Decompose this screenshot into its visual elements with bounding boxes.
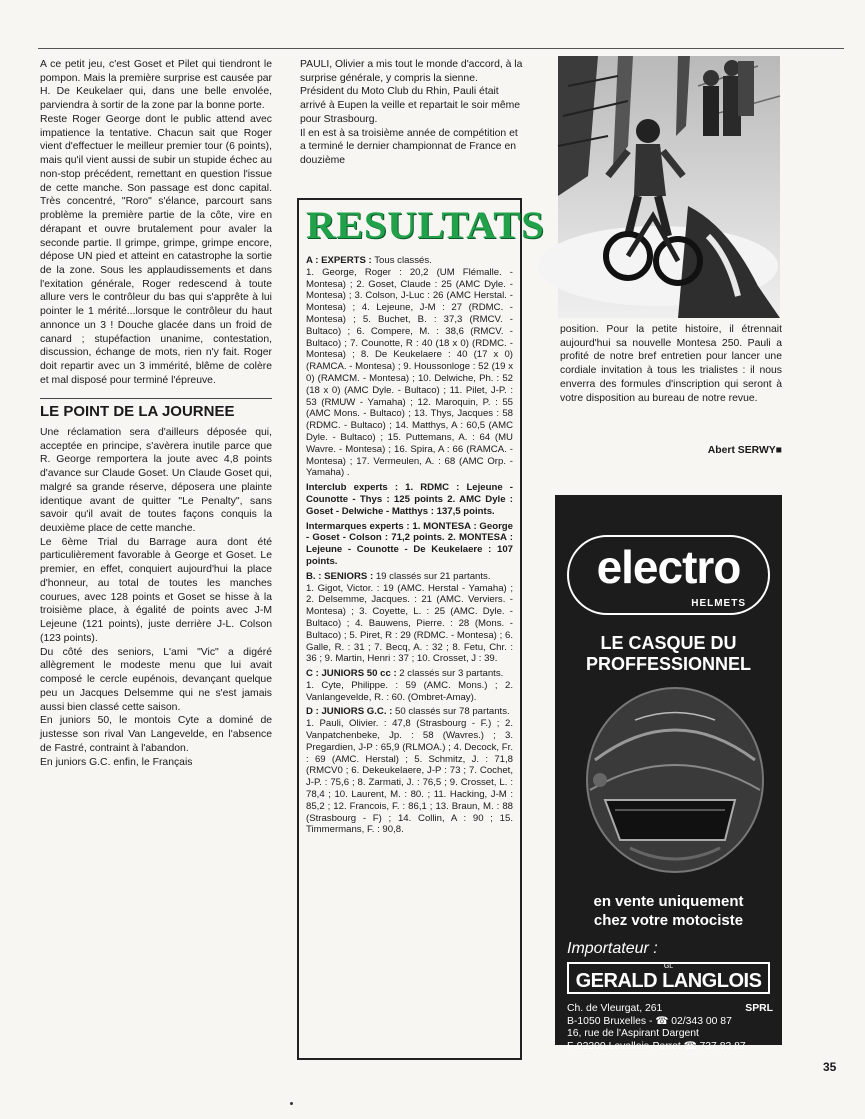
results-juniors-gc	[306, 706, 513, 836]
address-line: B-1050 Bruxelles - ☎ 02/343 00 87	[567, 1015, 732, 1027]
category-heading: A : EXPERTS :	[306, 255, 372, 266]
paragraph: position. Pour la petite histoire, il étrennait aujourd'hui sa nouvelle Montesa 250. Pauli a profité de notre bref entretien pour lancer une cordiale invitation à tous les trialistes : il nous enverra des formules d'inscription qui seront à votre disposition au bureau de notre revue.	[560, 324, 782, 404]
tagline-line: PROFFESSIONNEL	[585, 653, 751, 674]
address-line: F-92300 Levallois-Perret ☎ 737 83 87	[567, 1041, 746, 1053]
sales-line: en vente uniquement	[593, 893, 744, 910]
results-text: 1. Cyte, Philippe. : 59 (AMC. Mons.) ; 2. Vanlangevelde, R. : 60. (Ombret-Amay).	[306, 679, 513, 703]
electro-logo	[567, 535, 770, 615]
trial-rider-photo	[558, 56, 780, 318]
paragraph: Une réclamation sera d'ailleurs déposée qui, acceptée en principe, s'avèrera inutile parce que R. George remportera la joute avec 4,8 points d'avance sur Claude Goset. Un Claude Goset qui, malgré sa grande réserve, déposera une plainte identique avant de quitter "Le Penalty", sans savoir qu'il avait de toutes façons conquis la deuxième place de cette manche.	[40, 426, 272, 535]
results-juniors-50	[306, 668, 513, 703]
ad-tagline	[555, 633, 782, 674]
results-intermarques	[306, 521, 513, 568]
results-interclub	[306, 482, 513, 517]
importer-label: Importateur :	[567, 940, 658, 957]
address-row	[567, 1003, 773, 1016]
results-text: Interclub experts : 1. RDMC : Lejeune - Counotte - Thys : 125 points 2. AMC Dyle : Goset - Delwiche - Matthys : 137,5 points.	[306, 482, 513, 517]
paragraph: A ce petit jeu, c'est Goset et Pilet qui tiendront le pompon. Mais la première surprise est causée par H. De Keukelaer qui, dans une belle envolée, parviendra à sortir de la zone par la bonne porte.	[40, 59, 272, 112]
paragraph: Il en est à sa troisième année de compétition et a terminé le dernier championnat de France en douzième	[300, 127, 518, 167]
paragraph: PAULI, Olivier a mis tout le monde d'accord, à la surprise générale, y compris la sienne. Président du Moto Club du Rhin, Pauli était arrivé à Eupen la veille et repartait le soir même pour Strasbourg.	[300, 59, 523, 125]
paragraph: Reste Roger George dont le public attend avec impatience la tentative. Chacun sait que Roger vient d'effectuer le meilleur premier tour (6 points), mais qu'il vient aussi de subir un stupide échec au non-stop précédent, remettant en question l'issue de cette manche. Son passage est donc capital. Très concentré, "Roro" s'élance, parcourt sans problème la première partie de la côte, vire en dérapant et ouvre brutalement pour avaler la seconde partie. Il grimpe, grimpe, grimpe encore, dépose UN pied et atteint en catastrophe la sortie de la zone. Sous les applaudissements et dans l'exitation générale, Roger redescend à toute allure vers le contrôleur du bas qui s'apprête à lui pointer le 1 mérité...lorsque le contrôleur du haut annonce un 3 ! Douche glacée dans un froid de canard ; stupéfaction unanime, contestation, discussion, échange de mots, rien n'y fait. Roger doit repartir avec un 3 immérité, blême de colère et mal disposé pour terminé l'épreuve.	[40, 113, 272, 386]
helmet-illustration	[575, 680, 765, 880]
column-middle	[300, 58, 524, 168]
results-text: 1. Gigot, Victor. : 19 (AMC. Herstal - Yamaha) ; 2. Delsemme, Jacques. : 21 (AMC. Verviers. - Montesa) ; 3. Coyette, L. : 25 (AMC. Dyle. - Bultaco) ; 4. Bauwens, Pierre. : 28 (Mons. - Bultaco) ; 5. Piret, R : 29 (RDMC. - Montesa) ; 6. Galle, R. : 31 ; 7. Becq, A. : 32 ; 8. Fetu, Chr. : 36 ; 9. Martin, Henri : 37 ; 10. Crosset, J : 39.	[306, 582, 513, 665]
category-note: Tous classés.	[371, 255, 432, 266]
sales-line: chez votre motociste	[593, 911, 744, 929]
tagline-line: LE CASQUE DU	[600, 633, 737, 653]
logo-text: electro	[596, 541, 741, 593]
results-title: RESULTATS	[306, 204, 545, 247]
helmets-label: HELMETS	[691, 598, 746, 609]
ad-sales-line	[555, 893, 782, 931]
section-heading: LE POINT DE LA JOURNEE	[40, 398, 272, 420]
category-note: 19 classés sur 21 partants.	[373, 570, 491, 582]
category-heading: D : JUNIORS G.C. :	[306, 706, 393, 718]
print-dot	[290, 1102, 293, 1105]
column-left	[40, 58, 272, 769]
importer-address	[567, 1003, 773, 1054]
category-note: 2 classés sur 3 partants.	[396, 668, 504, 680]
results-text: 1. Pauli, Olivier. : 47,8 (Strasbourg - F.) ; 2. Vanpatchenbeke, Jp. : 58 (Wavres.) ; 3. Pregardien, J-P : 65,9 (RLMOA.) ; 4. Decock, Fr. : 69 (AMC. Herstal) ; 5. Schmitz, J. : 71,8 (RMCV0 ; 6. Dekeukelaere, J-P : 73 ; 7. Cochet, J-P. : 75,6 ; 8. Zarmati, J. : 76,5 ; 9. Crosset, L. : 78,4 ; 10. Laurent, M. : 80. ; 11. Hacking, J-M : 85,2 ; 12. Francois, F. : 86,1 ; 13. Braun, M. : 88 (Strasbourg - F) ; 14. Collin, A : 90 ; 15. Timmermans, F. : 90,8.	[306, 718, 513, 836]
results-experts	[306, 255, 513, 479]
author-signature: Abert SERWY■	[707, 445, 782, 456]
brand-name: GERALD LANGLOIS	[575, 970, 762, 992]
category-note: 50 classés sur 78 partants.	[392, 706, 510, 718]
top-rule	[38, 48, 844, 49]
gerald-langlois-logo	[567, 962, 770, 994]
paragraph: En juniors G.C. enfin, le Français	[40, 756, 193, 768]
page-number: 35	[823, 1060, 837, 1074]
electro-helmets-ad	[555, 495, 782, 1053]
paragraph: Du côté des seniors, L'ami "Vic" a digéré allègrement le modeste menu que lui avait composé le cercle eupénois, devançant quelque peu un Jacques Delsemme qui ne s'est jamais aussi bien classé cette saison.	[40, 646, 272, 713]
paragraph: En juniors 50, le montois Cyte a dominé de justesse son rival Van Langevelde, en l'absence de Fastré, contraint à l'abandon.	[40, 715, 272, 754]
paragraph: Le 6ème Trial du Barrage aura dont été particulièrement favorable à George et Goset. Le premier, en effet, conquiert aujourd'hui la place d'honneur, au total de toutes les manches courues, avec 128 points et Goset se hisse à la troisième place, à égalité de points avec J-M Lejeune (121 points), juste derrière J-L. Colson (123 points).	[40, 536, 272, 644]
results-box	[297, 198, 545, 1060]
results-list	[306, 255, 513, 836]
results-text: Intermarques experts : 1. MONTESA : George - Goset - Colson : 71,2 points. 2. MONTESA : Lejeune - Counotte - De Keukelaere : 107 points.	[306, 520, 513, 567]
results-text: 1. George, Roger : 20,2 (UM Flémalle. - Montesa) ; 2. Goset, Claude : 25 (AMC Dyle. - Montesa) ; 3. Colson, J-Luc : 26 (AMC Herstal. - Montesa) ; 4. Lejeune, J-M : 27 (RDMC. - Montesa) ; 5. Buchet, B. : 37,3 (RMCV. - Bultaco) ; 6. Compere, M. : 38,6 (RMCV. - Bultaco) ; 7. Counotte, R : 40 (18 x 0) (RDMC. - Montesa) ; 8. De Keukelaere : 40 (17 x 0) (RAMCA. - Montesa) ; 9. Houssonloge : 52 (19 x 0) (RAMCM. - Montesa) ; 10. Delwiche, Ph. : 52 (18 x 0) (AMC Dyle. - Bultaco) ; 11. Pilet, J-P. : 53 (RMUW - Yamaha) ; 12. Maroquin, P. : 55 (AMC Mons. - Bultaco) ; 13. Thys, Jacques : 58 (RDMC. - Bultaco) ; 14. Matthys, A : 60,5 (AMC Dyle. - Bultaco) ; 15. Puttemans, A. : 64 (MU Wavre. - Montesa) ; 16. Spira, A : 66 (RAMCA. - Montesa) ; 17. Vermeulen, A. : 68 (AMC Orp. - Yamaha) .	[306, 266, 513, 479]
brand-monogram: GL	[663, 963, 674, 970]
address-line: 16, rue de l'Aspirant Dargent	[567, 1028, 699, 1040]
category-heading: B. : SENIORS :	[306, 570, 374, 582]
column-right	[560, 323, 782, 405]
company-form: SPRL	[745, 1003, 773, 1014]
category-heading: C : JUNIORS 50 cc :	[306, 668, 397, 680]
address-line: Ch. de Vleurgat, 261	[567, 1003, 663, 1014]
photo-illustration	[558, 56, 780, 318]
results-seniors	[306, 571, 513, 665]
